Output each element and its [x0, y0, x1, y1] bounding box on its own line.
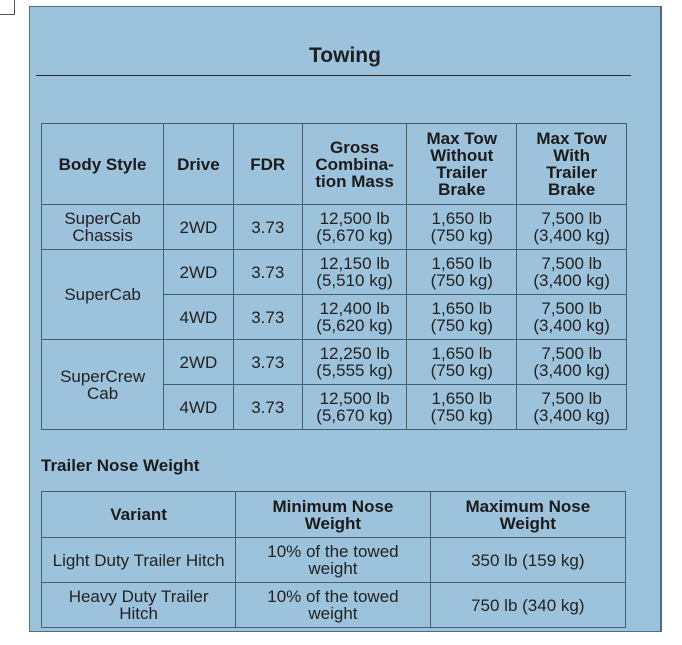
variant-cell: Heavy Duty Trailer Hitch	[42, 583, 236, 628]
page-title: Towing	[309, 44, 381, 67]
max-tow-without-cell: 1,650 lb (750 kg)	[407, 385, 517, 430]
header-fdr: FDR	[233, 124, 302, 205]
gcm-cell: 12,500 lb (5,670 kg)	[302, 385, 406, 430]
gcm-cell: 12,500 lb (5,670 kg)	[302, 205, 406, 250]
gcm-cell: 12,150 lb (5,510 kg)	[302, 250, 406, 295]
body-style-cell: SuperCab	[42, 250, 164, 340]
header-gross-combination-mass: Gross Combina- tion Mass	[302, 124, 406, 205]
drive-cell: 2WD	[164, 205, 233, 250]
nose-header-row	[42, 492, 626, 538]
nose-weight-heading: Trailer Nose Weight	[41, 456, 200, 475]
gcm-cell: 12,400 lb (5,620 kg)	[302, 295, 406, 340]
page-corner-mark	[0, 0, 15, 15]
header-max-tow-without-brake: Max Tow Without Trailer Brake	[407, 124, 517, 205]
table-row	[42, 250, 627, 295]
max-tow-with-cell: 7,500 lb (3,400 kg)	[517, 295, 627, 340]
variant-cell: Light Duty Trailer Hitch	[42, 538, 236, 583]
title-divider	[36, 75, 631, 76]
fdr-cell: 3.73	[233, 250, 302, 295]
towing-table	[41, 123, 627, 430]
drive-cell: 4WD	[164, 385, 233, 430]
max-tow-with-cell: 7,500 lb (3,400 kg)	[517, 385, 627, 430]
table-row	[42, 538, 626, 583]
header-minimum-nose-weight: Minimum Nose Weight	[236, 492, 430, 538]
towing-panel	[29, 6, 662, 632]
table-row	[42, 340, 627, 385]
header-variant: Variant	[42, 492, 236, 538]
fdr-cell: 3.73	[233, 385, 302, 430]
max-tow-without-cell: 1,650 lb (750 kg)	[407, 340, 517, 385]
header-drive: Drive	[164, 124, 233, 205]
header-maximum-nose-weight: Maximum Nose Weight	[430, 492, 625, 538]
fdr-cell: 3.73	[233, 340, 302, 385]
fdr-cell: 3.73	[233, 295, 302, 340]
max-tow-with-cell: 7,500 lb (3,400 kg)	[517, 250, 627, 295]
max-tow-without-cell: 1,650 lb (750 kg)	[407, 205, 517, 250]
maximum-nose-cell: 350 lb (159 kg)	[430, 538, 625, 583]
max-tow-without-cell: 1,650 lb (750 kg)	[407, 250, 517, 295]
gcm-cell: 12,250 lb (5,555 kg)	[302, 340, 406, 385]
table-row	[42, 205, 627, 250]
maximum-nose-cell: 750 lb (340 kg)	[430, 583, 625, 628]
body-style-cell: SuperCab Chassis	[42, 205, 164, 250]
minimum-nose-cell: 10% of the towed weight	[236, 538, 430, 583]
drive-cell: 2WD	[164, 340, 233, 385]
nose-weight-table	[41, 491, 626, 628]
header-body-style: Body Style	[42, 124, 164, 205]
max-tow-with-cell: 7,500 lb (3,400 kg)	[517, 340, 627, 385]
fdr-cell: 3.73	[233, 205, 302, 250]
body-style-cell: SuperCrew Cab	[42, 340, 164, 430]
table-row	[42, 583, 626, 628]
max-tow-without-cell: 1,650 lb (750 kg)	[407, 295, 517, 340]
drive-cell: 2WD	[164, 250, 233, 295]
towing-header-row	[42, 124, 627, 205]
max-tow-with-cell: 7,500 lb (3,400 kg)	[517, 205, 627, 250]
drive-cell: 4WD	[164, 295, 233, 340]
header-max-tow-with-brake: Max Tow With Trailer Brake	[517, 124, 627, 205]
minimum-nose-cell: 10% of the towed weight	[236, 583, 430, 628]
